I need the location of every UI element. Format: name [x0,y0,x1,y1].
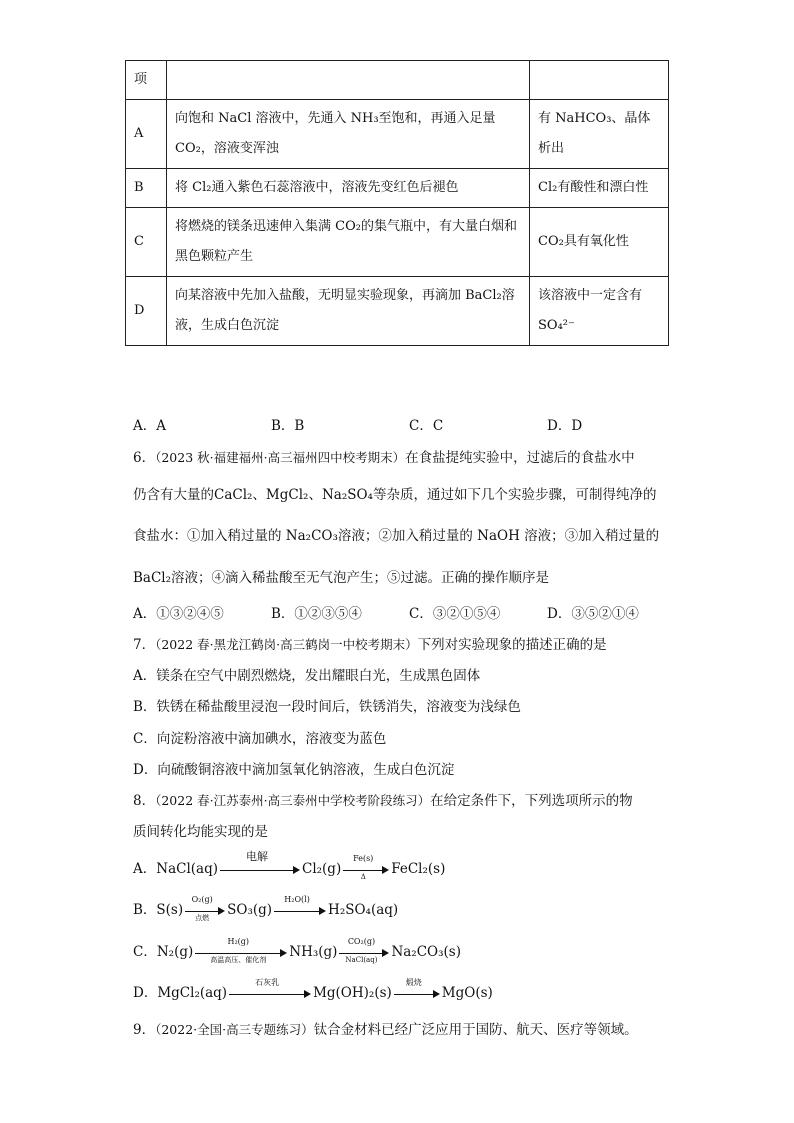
choice-b[interactable] [133,894,399,922]
species: MgO(s) [441,985,493,1001]
question-stem: 钛合金材料已经广泛应用于国防、航天、医疗等领域。 [313,1022,638,1038]
arrow-condition: 电解 [245,849,268,863]
arrow-condition: H₂(g) [227,936,250,946]
row-conclusion: 该溶液中一定含有 SO₄²⁻ [530,277,669,346]
reaction-arrow [394,977,440,1001]
reaction-arrow [195,936,287,964]
arrow-condition: 石灰乳 [255,977,280,987]
species: NaCl(aq) [156,861,218,877]
row-label: C [126,208,167,277]
arrow-condition: H₂O(l) [284,894,310,904]
question-source: （2022 春·黑龙江鹤岗·高三鹤岗一中校考期末） [155,637,418,652]
table-row [126,169,669,208]
reaction-arrow [185,894,225,922]
reaction-arrow [229,977,311,1001]
table-header-cell: 项 [126,61,167,100]
question-number: 6． [133,450,156,466]
arrow-condition: CO₂(g) [347,936,376,946]
question-stem: 在给定条件下，下列选项所示的物 [430,793,633,809]
row-conclusion: Cl₂有酸性和漂白性 [530,169,669,208]
species: Na₂CO₃(s) [391,944,461,960]
choice-a[interactable]: A．A [133,418,166,434]
option-label: D． [133,985,158,1001]
table-row [126,100,669,169]
question-source: （2022 春·江苏泰州·高三泰州中学校考阶段练习） [155,793,431,808]
reaction-arrow [343,853,389,881]
row-conclusion: CO₂具有氧化性 [530,208,669,277]
question-number: 7． [133,637,156,653]
table-header-cell [167,61,530,100]
species: S(s) [156,902,184,918]
table-header-row [126,61,669,100]
row-operation: 将燃烧的镁条迅速伸入集满 CO₂的集气瓶中，有大量白烟和黑色颗粒产生 [167,208,530,277]
species: Mg(OH)₂(s) [313,985,392,1001]
choice-d[interactable] [133,977,493,1001]
choice-b[interactable]: B．B [271,418,305,434]
row-label: A [126,100,167,169]
arrow-condition: 点燃 [195,913,210,922]
reaction-arrow [339,936,389,964]
question-stem: 在食盐提纯实验中，过滤后的食盐水中 [405,450,635,466]
question-source: （2023 秋·福建福州·高三福州四中校考期末） [155,450,406,465]
row-conclusion: 有 NaHCO₃、晶体析出 [530,100,669,169]
q7-stem [133,633,607,653]
choice-c[interactable] [133,936,461,964]
q6-line-3: 食盐水：①加入稍过量的 Na₂CO₃溶液；②加入稍过量的 NaOH 溶液；③加入稍过量的 [133,528,660,544]
q6-line-1 [133,446,635,466]
row-label: D [126,277,167,346]
species: NH₃(g) [289,944,338,960]
choice-b[interactable]: B．①②③⑤④ [271,606,362,622]
choice-c[interactable]: C．③②①⑤④ [409,606,501,622]
choice-d[interactable]: D．向硫酸铜溶液中滴加氢氧化钠溶液，生成白色沉淀 [133,762,455,778]
species: SO₃(g) [227,902,273,918]
choice-c[interactable]: C．向淀粉溶液中滴加碘水，溶液变为蓝色 [133,731,387,747]
q6-line-4: BaCl₂溶液；④滴入稀盐酸至无气泡产生；⑤过滤。正确的操作顺序是 [133,570,550,586]
option-label: A． [133,861,157,877]
species: H₂SO₄(aq) [328,902,399,918]
q5-choices [133,414,582,434]
choice-b[interactable]: B．铁锈在稀盐酸里浸泡一段时间后，铁锈消失，溶液变为浅绿色 [133,699,521,715]
question-stem: 下列对实验现象的描述正确的是 [417,637,607,653]
option-label: B． [133,902,157,918]
choice-a[interactable]: A．①③②④⑤ [133,606,224,622]
table-header-cell [530,61,669,100]
arrow-condition: NaCl(aq) [345,955,378,964]
arrow-condition: Δ [360,872,366,881]
table-row [126,208,669,277]
choice-d[interactable]: D．D [547,418,583,434]
choice-a[interactable]: A．镁条在空气中剧烈燃烧，发出耀眼白光，生成黑色固体 [133,668,481,684]
q9-stem [133,1018,638,1038]
q6-choices [133,602,639,622]
q8-stem-line-2: 质间转化均能实现的是 [133,824,268,840]
choice-d[interactable]: D．③⑤②①④ [547,606,639,622]
reaction-arrow [220,849,300,877]
arrow-condition: Fe(s) [353,853,374,863]
choice-c[interactable]: C．C [409,418,444,434]
question-number: 8． [133,793,156,809]
question-source: （2022·全国·高三专题练习） [155,1022,314,1037]
choice-a[interactable] [133,849,446,881]
arrow-condition: 煅烧 [405,977,422,987]
q8-stem-line-1 [133,789,633,809]
species: Cl₂(g) [301,861,342,877]
row-operation: 向某溶液中先加入盐酸，无明显实验现象，再滴加 BaCl₂溶液，生成白色沉淀 [167,277,530,346]
species: N₂(g) [156,944,194,960]
option-label: C． [133,944,157,960]
question-number: 9． [133,1022,156,1038]
q6-line-2: 仍含有大量的CaCl₂、MgCl₂、Na₂SO₄等杂质，通过如下几个实验步骤，可制得纯净的 [133,487,657,503]
reaction-arrow [274,894,326,918]
table-row [126,277,669,346]
options-table [125,60,669,346]
arrow-condition: O₂(g) [191,894,213,904]
row-operation: 向饱和 NaCl 溶液中，先通入 NH₃至饱和，再通入足量 CO₂，溶液变浑浊 [167,100,530,169]
species: MgCl₂(aq) [157,985,228,1001]
row-operation: 将 Cl₂通入紫色石蕊溶液中，溶液先变红色后褪色 [167,169,530,208]
row-label: B [126,169,167,208]
arrow-condition: 高温高压、催化剂 [210,955,267,964]
species: FeCl₂(s) [391,861,446,877]
